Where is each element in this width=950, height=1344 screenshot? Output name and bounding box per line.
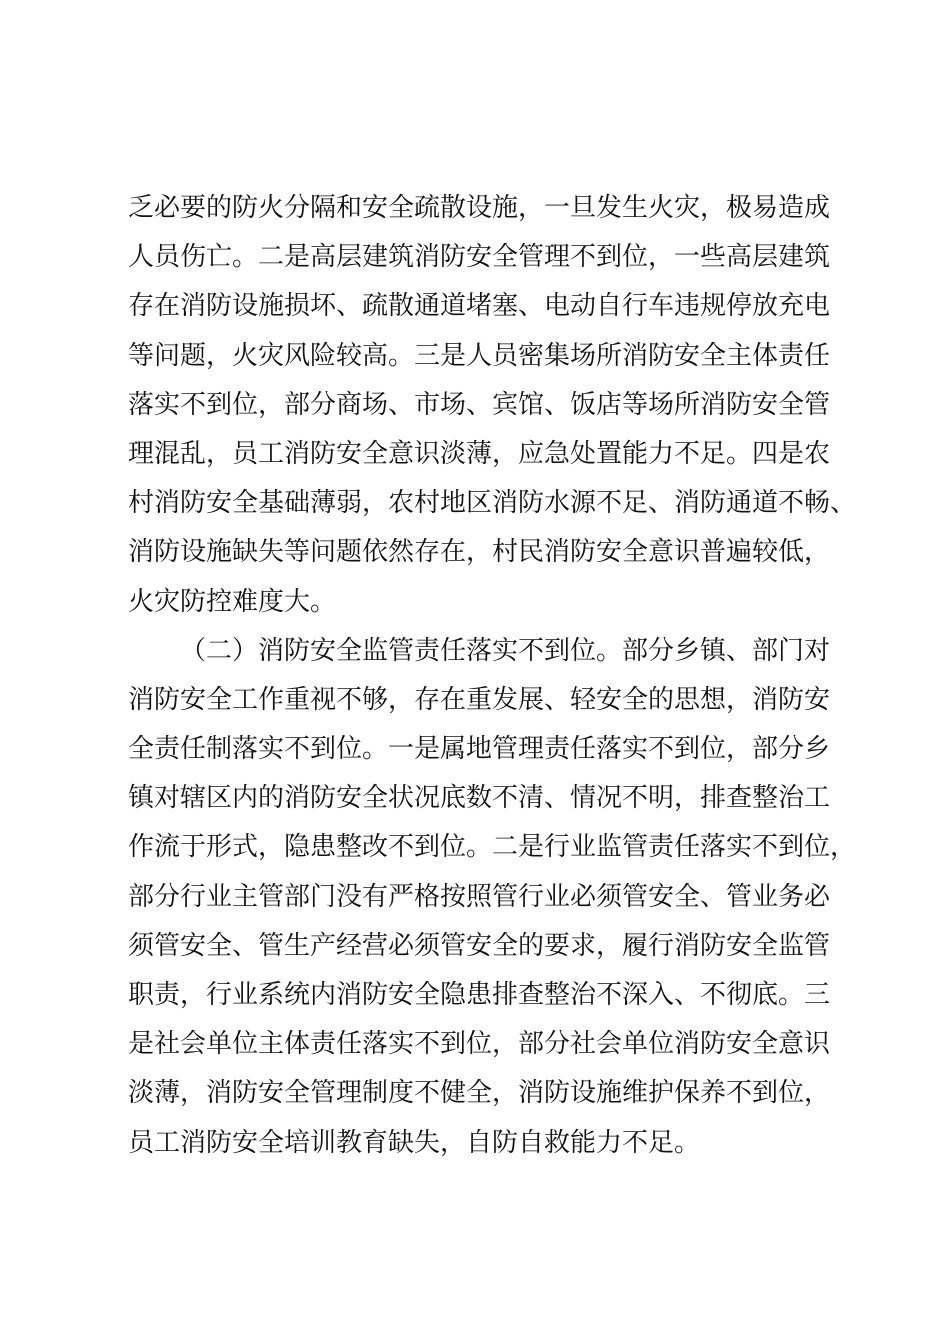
- text-line: 须管安全、管生产经营必须管安全的要求，履行消防安全监管: [128, 930, 831, 961]
- text-line: 村消防安全基础薄弱，农村地区消防水源不足、消防通道不畅、: [128, 488, 857, 519]
- text-line: 镇对辖区内的消防安全状况底数不清、情况不明，排查整治工: [128, 783, 831, 814]
- text-line: 等问题，火灾风险较高。三是人员密集场所消防安全主体责任: [128, 340, 831, 371]
- text-line: 作流于形式，隐患整改不到位。二是行业监管责任落实不到位，: [128, 832, 857, 863]
- text-line: 人员伤亡。二是高层建筑消防安全管理不到位，一些高层建筑: [128, 242, 831, 273]
- text-line: 存在消防设施损坏、疏散通道堵塞、电动自行车违规停放充电: [128, 291, 831, 322]
- text-line: 员工消防安全培训教育缺失，自防自救能力不足。: [128, 1127, 701, 1158]
- text-line: 消防设施缺失等问题依然存在，村民消防安全意识普遍较低，: [128, 537, 831, 568]
- text-line: 落实不到位，部分商场、市场、宾馆、饭店等场所消防安全管: [128, 389, 831, 420]
- text-line: 淡薄，消防安全管理制度不健全，消防设施维护保养不到位，: [128, 1078, 831, 1109]
- text-line: 理混乱，员工消防安全意识淡薄，应急处置能力不足。四是农: [128, 438, 831, 469]
- text-line: 职责，行业系统内消防安全隐患排查整治不深入、不彻底。三: [128, 980, 831, 1010]
- text-line: 是社会单位主体责任落实不到位，部分社会单位消防安全意识: [128, 1029, 831, 1060]
- text-line: 部分行业主管部门没有严格按照管行业必须管安全、管业务必: [128, 881, 831, 912]
- document-body: [128, 184, 857, 1168]
- section-heading-line: （二）消防安全监管责任落实不到位。部分乡镇、部门对: [180, 635, 831, 666]
- text-line: 乏必要的防火分隔和安全疏散设施，一旦发生火灾，极易造成: [128, 193, 831, 223]
- text-line: 消防安全工作重视不够，存在重发展、轻安全的思想，消防安: [128, 684, 831, 715]
- text-line: 全责任制落实不到位。一是属地管理责任落实不到位，部分乡: [128, 734, 831, 765]
- text-line: 火灾防控难度大。: [128, 586, 337, 617]
